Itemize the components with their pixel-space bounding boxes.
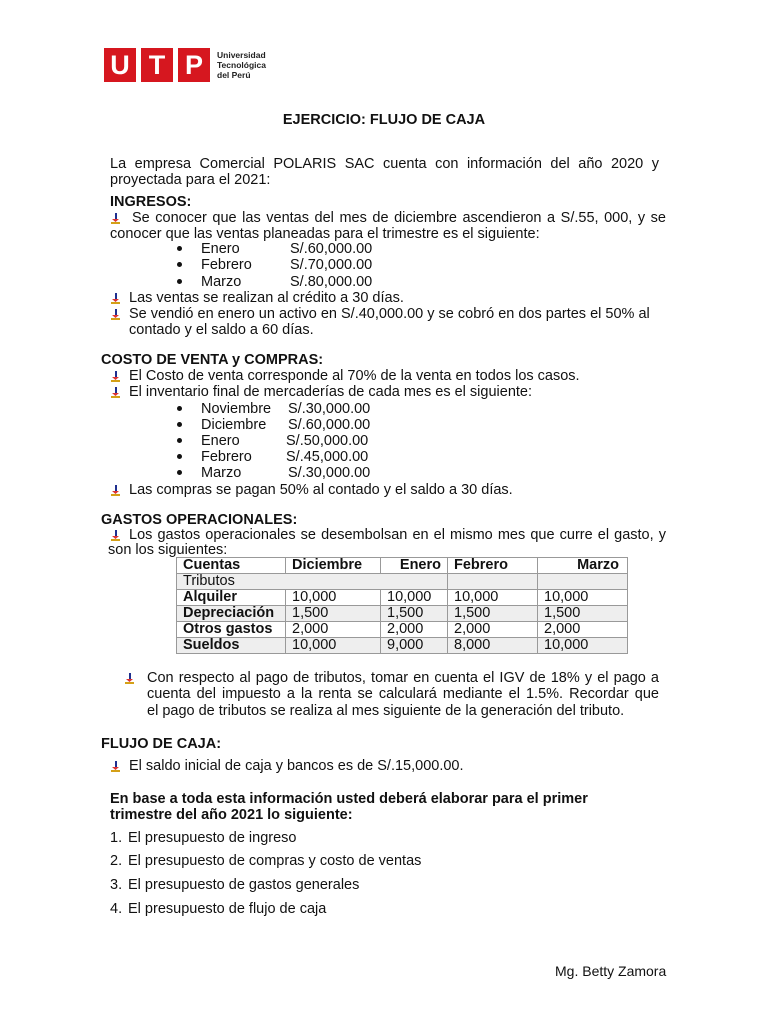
table-header-row xyxy=(177,558,628,574)
intro-line-2: proyectada para el 2021: xyxy=(110,172,271,188)
page-title: EJERCICIO: FLUJO DE CAJA xyxy=(282,112,486,128)
inventory-amount: S/.30,000.00 xyxy=(288,401,371,417)
gastos-bullet-1-line-1: Los gastos operacionales se desembolsan en el mismo mes que curre el gasto, y xyxy=(129,527,666,543)
task-intro-line-2: trimestre del año 2021 lo siguiente: xyxy=(110,807,353,823)
gastos-bullet-2-line-1: Con respecto al pago de tributos, tomar en cuenta el IGV de 18% y el pago a xyxy=(147,670,659,686)
intro-line-1: La empresa Comercial POLARIS SAC cuenta con información del año 2020 y xyxy=(110,156,659,172)
table-row xyxy=(177,606,628,622)
arrow-bullet-icon xyxy=(111,293,120,304)
list-dot xyxy=(177,262,182,267)
task-item-number: 2. xyxy=(110,853,123,869)
task-item-text: El presupuesto de flujo de caja xyxy=(128,901,327,917)
table-cell: 1,500 xyxy=(538,606,628,622)
sales-amount: S/.80,000.00 xyxy=(290,274,373,290)
inventory-amount: S/.45,000.00 xyxy=(286,449,369,465)
table-header-cell: Enero xyxy=(381,558,448,574)
costo-bullet-1: El Costo de venta corresponde al 70% de la venta en todos los casos. xyxy=(129,368,580,384)
list-dot xyxy=(177,279,182,284)
arrow-bullet-icon xyxy=(111,485,120,496)
list-dot xyxy=(177,422,182,427)
task-item-number: 3. xyxy=(110,877,123,893)
list-dot xyxy=(177,470,182,475)
table-cell: 2,000 xyxy=(538,622,628,638)
task-item-number: 1. xyxy=(110,830,123,846)
gastos-bullet-1-line-2: son los siguientes: xyxy=(108,542,228,558)
sales-amount: S/.60,000.00 xyxy=(290,241,373,257)
flujo-heading: FLUJO DE CAJA: xyxy=(101,736,222,752)
sales-amount: S/.70,000.00 xyxy=(290,257,373,273)
costo-bullet-3: Las compras se pagan 50% al contado y el saldo a 30 días. xyxy=(129,482,513,498)
gastos-bullet-2-line-3: el pago de tributos se realiza al mes siguiente de la generación del tributo. xyxy=(147,703,625,719)
gastos-heading: GASTOS OPERACIONALES: xyxy=(101,512,298,528)
row-label: Otros gastos xyxy=(177,622,286,638)
arrow-bullet-icon xyxy=(111,530,120,541)
inventory-amount: S/.60,000.00 xyxy=(288,417,371,433)
flujo-bullet-1: El saldo inicial de caja y bancos es de S/.15,000.00. xyxy=(129,758,464,774)
table-cell: 2,000 xyxy=(381,622,448,638)
row-label: Sueldos xyxy=(177,638,286,654)
table-row xyxy=(177,574,628,590)
table-cell: 10,000 xyxy=(286,638,381,654)
ingresos-heading: INGRESOS: xyxy=(110,194,192,210)
table-cell: 10,000 xyxy=(538,590,628,606)
table-header-cell: Diciembre xyxy=(286,558,381,574)
list-dot xyxy=(177,454,182,459)
task-item-text: El presupuesto de gastos generales xyxy=(128,877,360,893)
list-dot xyxy=(177,438,182,443)
gastos-bullet-2-line-2: cuenta del impuesto a la renta se calculará mediante el 1.5%. Recordar que xyxy=(147,686,659,702)
table-cell: 9,000 xyxy=(381,638,448,654)
table-row xyxy=(177,590,628,606)
inventory-month: Enero xyxy=(201,433,240,449)
inventory-month: Marzo xyxy=(201,465,242,481)
logo-university-name: Universidad Tecnológica del Perú xyxy=(217,50,266,80)
ingresos-bullet-3-line-2: contado y el saldo a 60 días. xyxy=(129,322,314,338)
table-cell: 10,000 xyxy=(286,590,381,606)
arrow-bullet-icon xyxy=(111,213,120,224)
task-item-text: El presupuesto de ingreso xyxy=(128,830,297,846)
author-footer: Mg. Betty Zamora xyxy=(555,963,667,979)
table-cell: 1,500 xyxy=(286,606,381,622)
inventory-month: Noviembre xyxy=(201,401,272,417)
list-dot xyxy=(177,246,182,251)
table-cell: 1,500 xyxy=(448,606,538,622)
table-header-cell: Febrero xyxy=(448,558,538,574)
table-cell: 2,000 xyxy=(286,622,381,638)
inventory-amount: S/.30,000.00 xyxy=(288,465,371,481)
table-header-cell: Marzo xyxy=(538,558,628,574)
ingresos-bullet-1-line-1: Se conocer que las ventas del mes de diciembre ascendieron a S/.55, 000, y se xyxy=(132,210,666,226)
table-row xyxy=(177,638,628,654)
table-cell: 8,000 xyxy=(448,638,538,654)
table-row xyxy=(177,622,628,638)
table-header-cell: Cuentas xyxy=(177,558,286,574)
logo-letter-u: U xyxy=(104,48,136,82)
task-item-number: 4. xyxy=(110,901,123,917)
row-label: Alquiler xyxy=(177,590,286,606)
costo-heading: COSTO DE VENTA y COMPRAS: xyxy=(101,352,324,368)
operating-expenses-table xyxy=(176,557,628,654)
inventory-month: Febrero xyxy=(201,449,252,465)
task-intro-line-1: En base a toda esta información usted deberá elaborar para el primer xyxy=(110,791,588,807)
table-cell: 2,000 xyxy=(448,622,538,638)
arrow-bullet-icon xyxy=(111,309,120,320)
table-cell: 10,000 xyxy=(538,638,628,654)
table-cell: 10,000 xyxy=(448,590,538,606)
list-dot xyxy=(177,406,182,411)
inventory-amount: S/.50,000.00 xyxy=(286,433,369,449)
task-item-text: El presupuesto de compras y costo de ventas xyxy=(128,853,422,869)
ingresos-bullet-1-line-2: conocer que las ventas planeadas para el trimestre es el siguiente: xyxy=(110,226,540,242)
ingresos-bullet-3-line-1: Se vendió en enero un activo en S/.40,000.00 y se cobró en dos partes el 50% al xyxy=(129,306,650,322)
row-label: Depreciación xyxy=(177,606,286,622)
table-cell: 10,000 xyxy=(381,590,448,606)
arrow-bullet-icon xyxy=(125,673,134,684)
inventory-month: Diciembre xyxy=(201,417,267,433)
logo-letter-p: P xyxy=(178,48,210,82)
costo-bullet-2: El inventario final de mercaderías de cada mes es el siguiente: xyxy=(129,384,532,400)
tributos-label: Tributos xyxy=(177,574,448,590)
sales-month: Marzo xyxy=(201,274,242,290)
sales-month: Febrero xyxy=(201,257,252,273)
logo-letter-t: T xyxy=(141,48,173,82)
ingresos-bullet-2: Las ventas se realizan al crédito a 30 días. xyxy=(129,290,404,306)
sales-month: Enero xyxy=(201,241,240,257)
arrow-bullet-icon xyxy=(111,371,120,382)
arrow-bullet-icon xyxy=(111,761,120,772)
table-cell: 1,500 xyxy=(381,606,448,622)
arrow-bullet-icon xyxy=(111,387,120,398)
